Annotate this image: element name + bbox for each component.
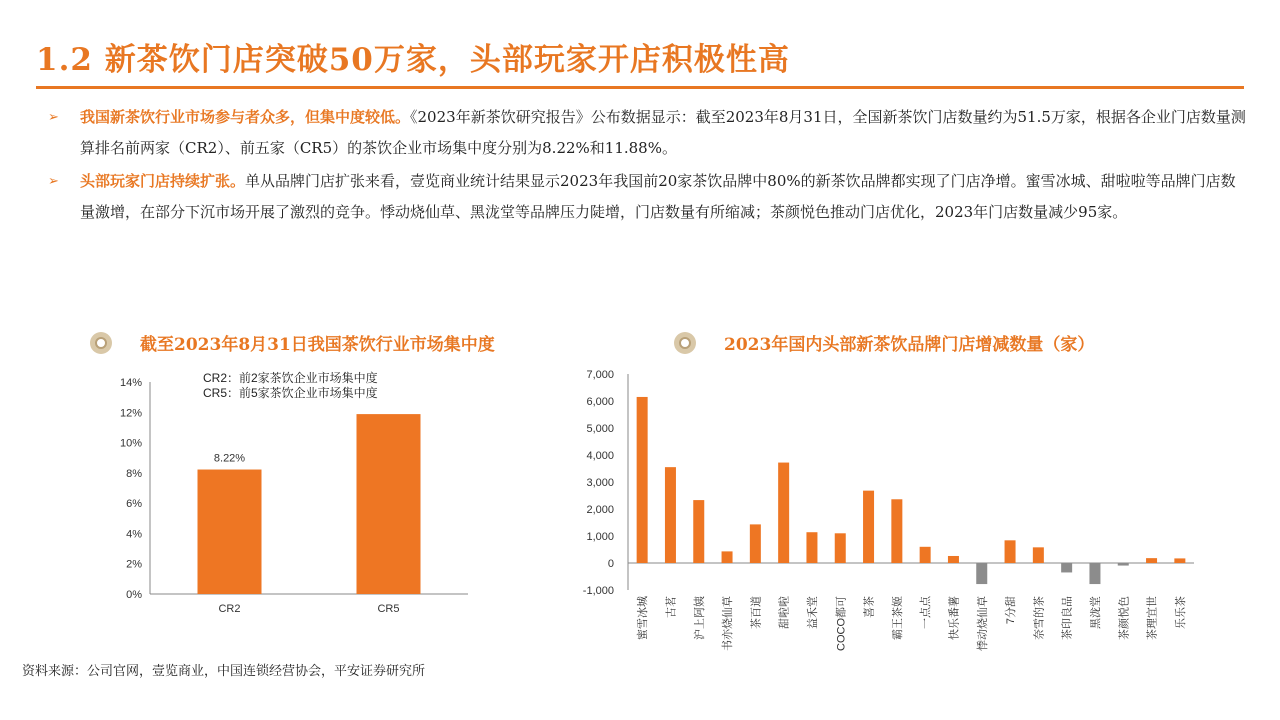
chart1-title: 截至2023年8月31日我国茶饮行业市场集中度 <box>140 335 495 355</box>
arrow-icon: ➢ <box>48 110 59 125</box>
bullet-text: 单从品牌门店扩张来看，壹览商业统计结果显示2023年我国前20家茶饮品牌中80%的新茶饮品牌都实现了门店净增。蜜雪冰城、甜啦啦等品牌门店数量激增，在部分下沉市场开展了激烈的竞争。悸动烧仙草、黑泷堂等品牌压力陡增，门店数量有所缩减；茶颜悦色推动门店优化，2023年门店数量减少95家。 <box>80 172 1236 221</box>
bar <box>1005 540 1016 563</box>
x-tick-label: 古茗 <box>665 596 678 618</box>
y-tick-label: 3,000 <box>586 477 614 489</box>
y-tick-label: 14% <box>119 377 142 389</box>
bar <box>722 551 733 563</box>
bar <box>357 414 421 594</box>
bullet-item <box>48 166 1248 228</box>
source-note: 资料来源：公司官网，壹览商业，中国连锁经营协会，平安证券研究所 <box>22 664 426 679</box>
bar <box>778 463 789 563</box>
x-tick-label: 乐乐茶 <box>1174 596 1187 629</box>
concentration-chart <box>100 362 480 622</box>
chart2-title: 2023年国内头部新茶饮品牌门店增减数量（家） <box>724 335 1095 355</box>
x-tick-label: 喜茶 <box>863 596 876 618</box>
y-tick-label: 10% <box>119 437 142 450</box>
bar <box>976 563 987 584</box>
y-tick-label: 6% <box>126 498 142 511</box>
y-tick-label: 2% <box>126 558 142 571</box>
bar <box>637 397 648 563</box>
circle-bullet-icon <box>674 332 696 354</box>
title-divider <box>36 86 1244 89</box>
y-tick-label: 8% <box>126 467 142 480</box>
bar <box>693 500 704 563</box>
x-tick-label: CR2 <box>218 603 241 615</box>
x-tick-label: COCO都可 <box>835 596 848 651</box>
y-tick-label: 12% <box>119 407 142 420</box>
x-tick-label: 益禾堂 <box>806 596 819 629</box>
y-tick-label: 2,000 <box>586 504 614 516</box>
bar <box>891 499 902 563</box>
bar <box>750 524 761 563</box>
bar <box>1118 563 1129 566</box>
bar <box>1061 563 1072 572</box>
y-tick-label: 1,000 <box>586 531 614 543</box>
bullet-lead: 头部玩家门店持续扩张。 <box>80 172 246 190</box>
data-label: 8.22% <box>213 452 246 465</box>
chart2-heading <box>674 330 1094 355</box>
x-tick-label: 书亦烧仙草 <box>722 596 735 651</box>
x-tick-label: 茶百道 <box>750 596 763 629</box>
bar <box>806 532 817 563</box>
y-tick-label: 4,000 <box>586 450 614 462</box>
page-title: 1.2 新茶饮门店突破50万家，头部玩家开店积极性高 <box>36 42 790 78</box>
y-tick-label: 0% <box>126 589 142 601</box>
bullet-list <box>48 102 1248 230</box>
bar <box>1033 547 1044 563</box>
bar <box>1174 558 1185 563</box>
x-tick-label: 甜啦啦 <box>778 596 791 629</box>
x-tick-label: 霸王茶姬 <box>891 596 904 640</box>
legend-annotation: CR5：前5家茶饮企业市场集中度 <box>203 386 378 400</box>
bullet-item <box>48 102 1248 164</box>
chart1-heading <box>90 330 495 355</box>
x-tick-label: 奈雪的茶 <box>1033 596 1046 640</box>
y-tick-label: -1,000 <box>582 585 614 597</box>
bar <box>1089 563 1100 584</box>
arrow-icon: ➢ <box>48 174 59 189</box>
x-tick-label: 茶颜悦色 <box>1118 596 1131 640</box>
x-tick-label: 沪上阿姨 <box>693 596 706 640</box>
x-tick-label: 茶印良品 <box>1061 596 1074 640</box>
y-tick-label: 6,000 <box>586 396 614 408</box>
x-tick-label: 蜜雪冰城 <box>637 596 650 640</box>
bar <box>1146 558 1157 563</box>
x-tick-label: 黑泷堂 <box>1089 596 1102 629</box>
bar <box>835 533 846 563</box>
x-tick-label: CR5 <box>377 603 400 615</box>
y-tick-label: 4% <box>126 528 142 541</box>
x-tick-label: 茶理宜世 <box>1146 596 1159 640</box>
x-tick-label: 快乐番薯 <box>948 596 961 640</box>
bar <box>920 547 931 563</box>
legend-annotation: CR2：前2家茶饮企业市场集中度 <box>203 371 378 385</box>
bar <box>198 470 262 594</box>
bar <box>863 491 874 563</box>
store-change-chart <box>570 362 1210 652</box>
y-tick-label: 7,000 <box>586 369 614 381</box>
circle-bullet-icon <box>90 332 112 354</box>
bullet-lead: 我国新茶饮行业市场参与者众多，但集中度较低。 <box>80 108 411 126</box>
bullet-text: 《2023年新茶饮研究报告》公布数据显示：截至2023年8月31日，全国新茶饮门店数量约为51.5万家，根据各企业门店数量测算排名前两家（CR2）、前五家（CR5）的茶饮企业市场集中度分别为8.22%和11.88%。 <box>80 108 1246 157</box>
y-tick-label: 5,000 <box>586 423 614 435</box>
x-tick-label: 7分甜 <box>1005 596 1018 625</box>
x-tick-label: 悸动烧仙草 <box>976 596 989 651</box>
y-tick-label: 0 <box>607 558 614 570</box>
x-tick-label: 一点点 <box>920 596 933 629</box>
bar <box>665 467 676 563</box>
bar <box>948 556 959 563</box>
